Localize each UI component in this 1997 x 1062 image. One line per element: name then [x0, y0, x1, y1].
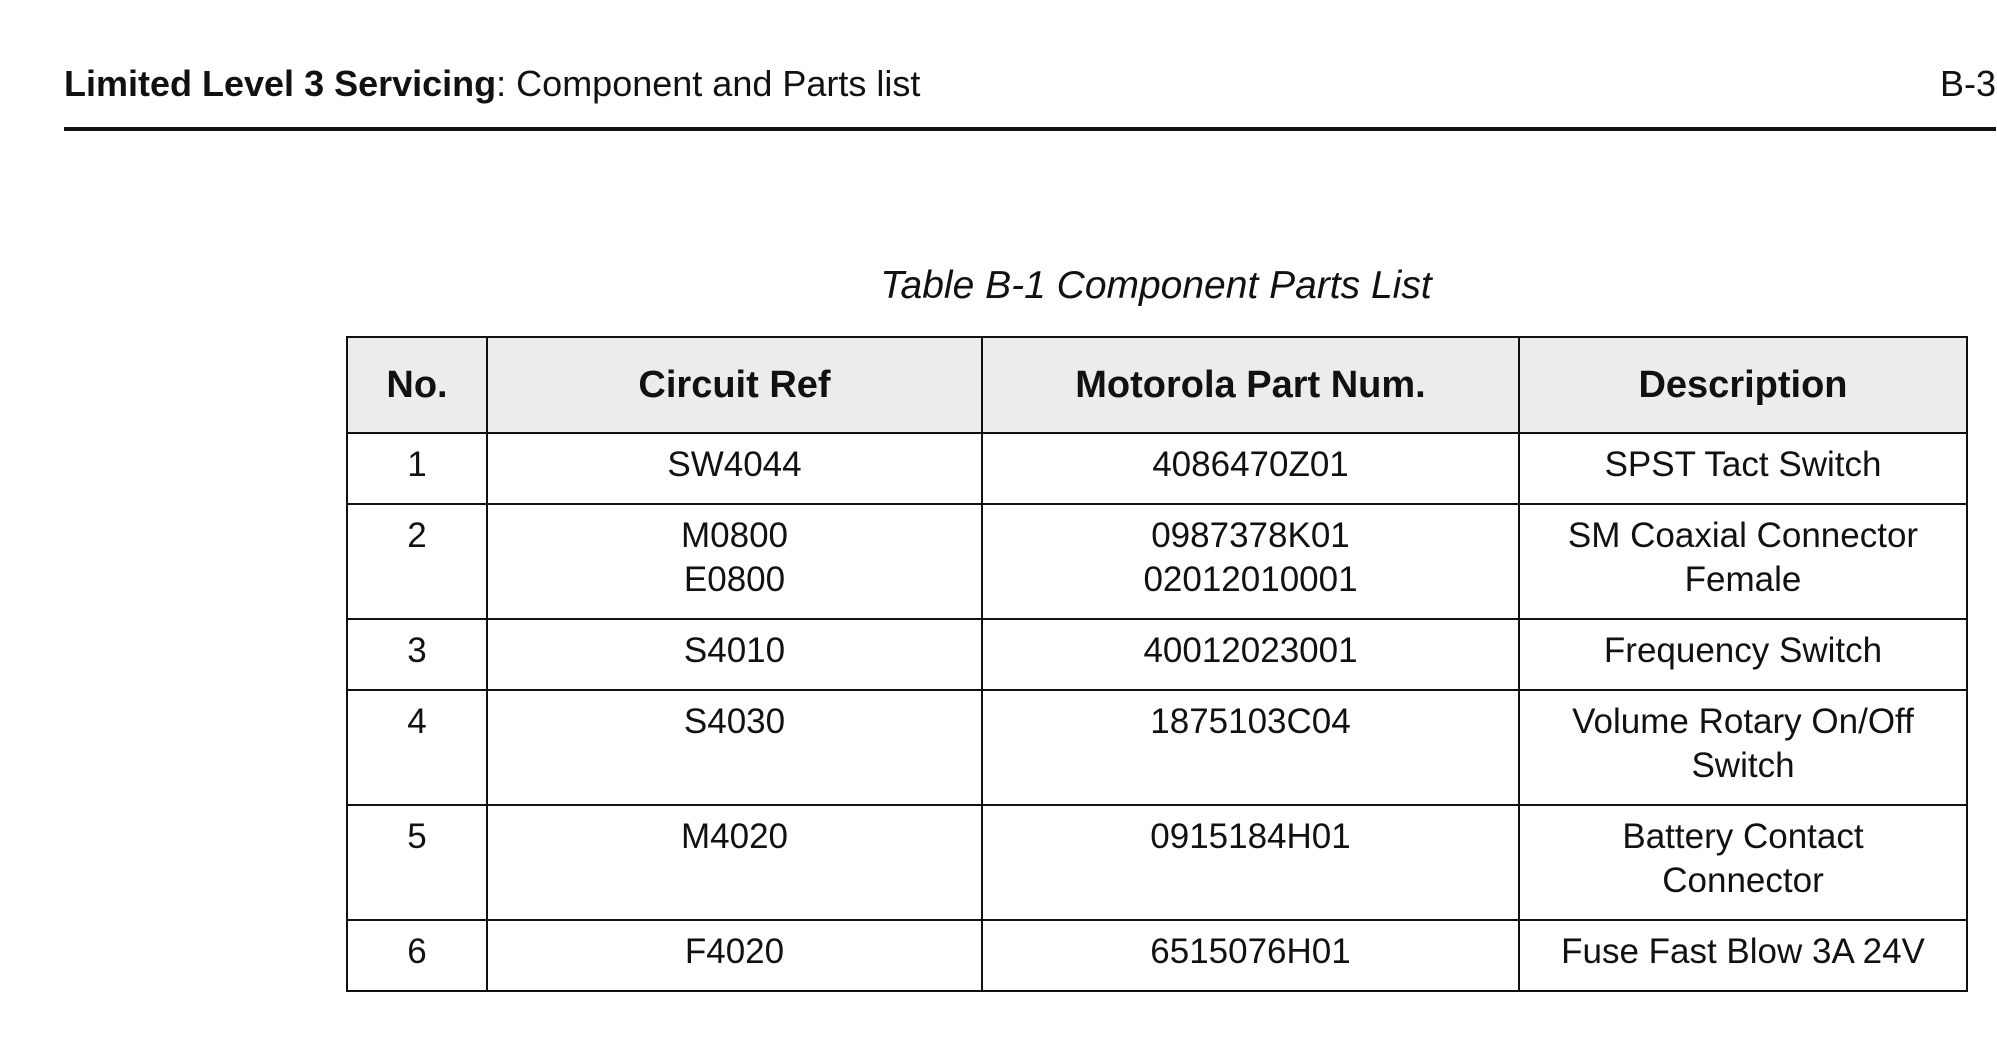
- cell-part-num: [982, 619, 1519, 690]
- cell-description: [1519, 433, 1967, 504]
- cell-description: [1519, 504, 1967, 619]
- cell-line: 5: [407, 817, 427, 856]
- table-header-row: [347, 337, 1967, 433]
- cell-circuit-ref: [487, 504, 982, 619]
- page-header: [64, 62, 1996, 106]
- cell-line: 6: [407, 932, 427, 971]
- table-row: [347, 920, 1967, 991]
- cell-line: SPST Tact Switch: [1604, 445, 1882, 484]
- cell-line: S4030: [683, 702, 786, 741]
- cell-line: 2: [407, 516, 427, 555]
- cell-line: F4020: [684, 932, 785, 971]
- column-header-description: Description: [1519, 337, 1967, 433]
- cell-line: Battery Contact: [1622, 817, 1864, 856]
- cell-line: Frequency Switch: [1603, 631, 1883, 670]
- column-header-part-num: Motorola Part Num.: [982, 337, 1519, 433]
- cell-line: Female: [1684, 560, 1802, 599]
- cell-line: M0800: [680, 516, 789, 555]
- cell-line: S4010: [683, 631, 786, 670]
- cell-description: [1519, 619, 1967, 690]
- cell-circuit-ref: [487, 433, 982, 504]
- cell-no: [347, 690, 487, 805]
- cell-line: M4020: [680, 817, 789, 856]
- table-caption: Table B-1 Component Parts List: [880, 264, 1432, 307]
- table-row: [347, 433, 1967, 504]
- table-row: [347, 805, 1967, 920]
- cell-line: 4: [407, 702, 427, 741]
- cell-line: 6515076H01: [1150, 932, 1351, 971]
- cell-circuit-ref: [487, 690, 982, 805]
- cell-part-num: [982, 504, 1519, 619]
- table-row: [347, 504, 1967, 619]
- cell-part-num: [982, 920, 1519, 991]
- cell-circuit-ref: [487, 805, 982, 920]
- cell-line: Switch: [1691, 746, 1795, 785]
- cell-part-num: [982, 690, 1519, 805]
- cell-description: [1519, 690, 1967, 805]
- component-parts-table: [346, 336, 1968, 992]
- cell-no: [347, 619, 487, 690]
- cell-line: 02012010001: [1143, 560, 1358, 599]
- cell-line: 1875103C04: [1150, 702, 1351, 741]
- table-row: [347, 690, 1967, 805]
- page-number: B-3: [1939, 63, 1996, 104]
- table-row: [347, 619, 1967, 690]
- cell-line: E0800: [683, 560, 786, 599]
- cell-line: 40012023001: [1143, 631, 1358, 670]
- cell-line: 1: [407, 445, 427, 484]
- cell-line: 4086470Z01: [1152, 445, 1349, 484]
- cell-circuit-ref: [487, 619, 982, 690]
- cell-no: [347, 433, 487, 504]
- cell-line: Volume Rotary On/Off: [1572, 702, 1914, 741]
- cell-line: SM Coaxial Connector: [1567, 516, 1919, 555]
- cell-part-num: [982, 433, 1519, 504]
- cell-circuit-ref: [487, 920, 982, 991]
- cell-line: 3: [407, 631, 427, 670]
- cell-no: [347, 805, 487, 920]
- section-title-bold: Limited Level 3 Servicing: [64, 63, 497, 104]
- cell-description: [1519, 805, 1967, 920]
- cell-line: Fuse Fast Blow 3A 24V: [1561, 932, 1925, 971]
- header-rule: [64, 127, 1996, 131]
- cell-no: [347, 920, 487, 991]
- section-title: [64, 62, 920, 106]
- cell-description: [1519, 920, 1967, 991]
- cell-line: 0987378K01: [1151, 516, 1350, 555]
- column-header-circuit-ref: Circuit Ref: [487, 337, 982, 433]
- cell-line: SW4044: [667, 445, 802, 484]
- section-title-rest: : Component and Parts list: [496, 63, 921, 104]
- cell-no: [347, 504, 487, 619]
- cell-line: Connector: [1662, 861, 1824, 900]
- cell-line: 0915184H01: [1150, 817, 1351, 856]
- cell-part-num: [982, 805, 1519, 920]
- column-header-no: No.: [347, 337, 487, 433]
